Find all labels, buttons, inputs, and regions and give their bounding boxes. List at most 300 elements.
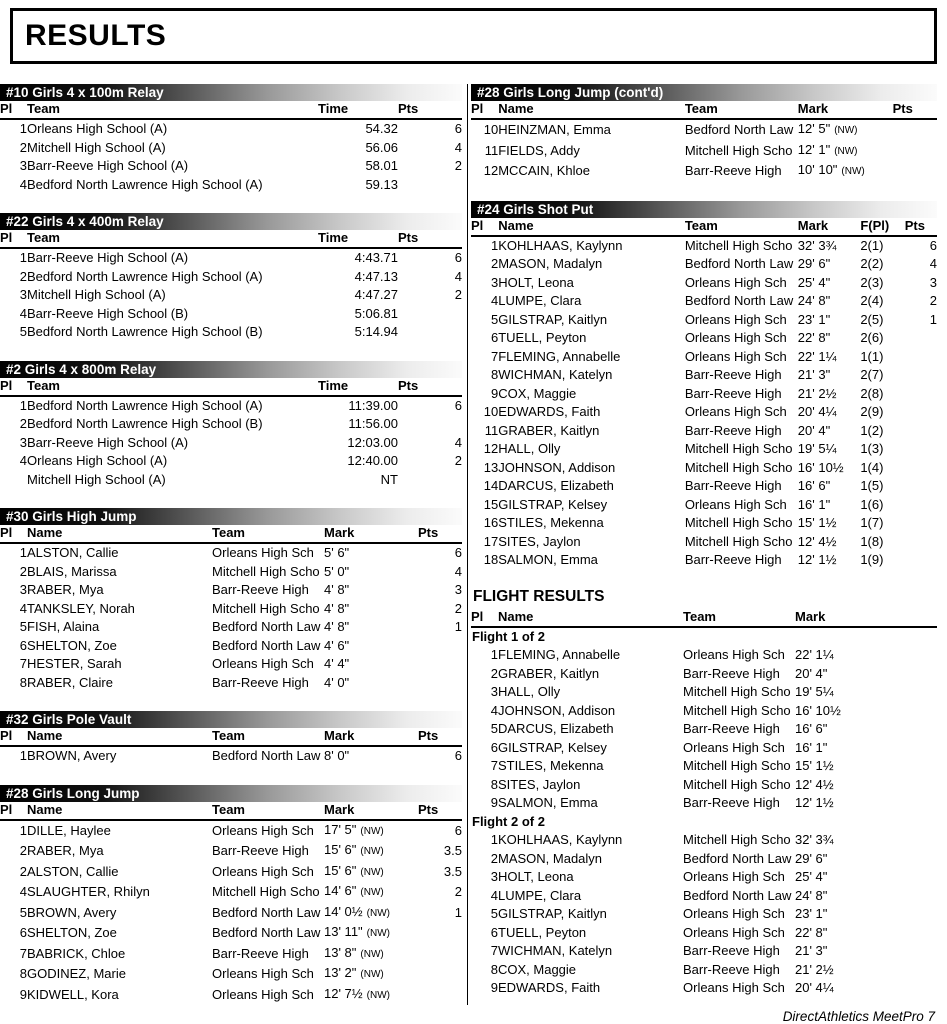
name-cell: SALMON, Emma xyxy=(498,552,598,567)
flight-place-cell: 1(4) xyxy=(860,459,884,475)
name-cell: SALMON, Emma xyxy=(498,795,598,810)
team-cell: Mitchell High Scho xyxy=(212,600,320,616)
table-body xyxy=(471,627,937,998)
name-cell: EDWARDS, Faith xyxy=(498,980,601,995)
column-header-team: Team xyxy=(212,525,324,543)
mark-cell xyxy=(324,882,418,903)
mark-cell: 29' 6" xyxy=(795,850,828,866)
points-cell: 2 xyxy=(454,884,462,899)
table-body xyxy=(0,543,462,692)
event-section xyxy=(471,84,937,182)
mark-cell xyxy=(324,618,418,637)
place-cell: 9 xyxy=(490,980,498,995)
mark-cell xyxy=(324,581,418,600)
column-header-pts: Pts xyxy=(418,802,462,820)
points-cell: 3.5 xyxy=(443,843,462,858)
mark-cell: 21' 2½ xyxy=(795,961,834,977)
result-row xyxy=(471,477,937,496)
result-row xyxy=(471,924,937,943)
mark-cell: 25' 4" xyxy=(795,869,828,884)
team-cell: Orleans High Sch xyxy=(212,545,314,560)
points-cell: 4 xyxy=(454,434,462,450)
place-cell: 6 xyxy=(19,925,27,940)
flight-place-cell: 1(1) xyxy=(860,348,884,364)
result-row xyxy=(471,665,937,684)
name-cell: GRABER, Kaitlyn xyxy=(498,422,600,438)
place-cell: 6 xyxy=(490,330,499,345)
result-row xyxy=(471,348,937,367)
team-cell: Orleans High Sch xyxy=(683,924,785,940)
points-cell: 2 xyxy=(454,453,462,468)
points-cell: 3 xyxy=(454,582,462,597)
wind-label: (NW) xyxy=(360,887,384,898)
result-row xyxy=(471,514,937,533)
place-cell: 6 xyxy=(490,924,498,940)
column-header-team: Team xyxy=(683,609,795,627)
table-header xyxy=(0,802,462,820)
points-cell: 6 xyxy=(454,121,462,136)
mark-cell: 29' 6" xyxy=(797,256,831,271)
team-cell: Orleans High Sch xyxy=(212,966,314,981)
place-cell: 4 xyxy=(490,293,499,308)
mark-value: 15' 6" xyxy=(324,842,357,857)
results-table xyxy=(471,101,937,182)
wind-label: (NW) xyxy=(366,989,390,1001)
team-cell: Mitchell High Scho xyxy=(683,832,791,847)
team-cell: Mitchell High Scho xyxy=(684,533,793,549)
result-row xyxy=(471,961,937,980)
mark-cell: 12' 1½ xyxy=(795,795,834,810)
result-row xyxy=(471,868,937,887)
event-title: #2 Girls 4 x 800m Relay xyxy=(6,361,157,377)
team-cell: Mitchell High Scho xyxy=(683,684,791,699)
mark-value: 14' 0½ xyxy=(324,903,363,919)
mark-cell: 23' 1" xyxy=(797,311,831,327)
column-header-mark: Mark xyxy=(324,525,418,543)
event-section xyxy=(471,589,937,998)
page-title: RESULTS xyxy=(25,19,167,52)
name-cell: HESTER, Sarah xyxy=(27,656,122,671)
result-row xyxy=(0,618,462,637)
place-cell: 11 xyxy=(484,422,499,438)
place-cell: 5 xyxy=(490,311,499,327)
wind-label: (NW) xyxy=(360,969,384,980)
team-cell: Barr-Reeve High xyxy=(684,385,782,401)
place-cell: 2 xyxy=(490,665,498,681)
result-row xyxy=(471,905,937,924)
place-cell: 4 xyxy=(490,702,498,718)
result-row xyxy=(0,415,462,434)
mark-cell: 32' 3¾ xyxy=(795,832,834,847)
event-title: #24 Girls Shot Put xyxy=(477,201,594,217)
column-header-pts: Pts xyxy=(418,525,462,543)
table-header xyxy=(471,609,937,627)
team-cell: Mitchell High Scho xyxy=(683,702,791,718)
event-title: #30 Girls High Jump xyxy=(6,509,137,524)
place-cell: 1 xyxy=(490,832,498,847)
time-cell: 12:03.00 xyxy=(347,434,398,450)
place-cell: 3 xyxy=(19,434,27,450)
team-cell: Bedford North Law xyxy=(212,619,321,634)
mark-value: 17' 5" xyxy=(324,821,357,837)
two-column-layout xyxy=(0,84,947,1005)
team-cell: Bedford North Lawrence High School (B) xyxy=(27,416,263,431)
result-row xyxy=(0,471,462,490)
result-row xyxy=(471,702,937,721)
result-row xyxy=(471,161,937,182)
table-header xyxy=(0,101,462,119)
place-cell: 3 xyxy=(490,684,498,699)
wind-label: (NW) xyxy=(841,166,865,177)
mark-cell: 24' 8" xyxy=(795,887,828,903)
mark-cell xyxy=(324,674,418,693)
mark-cell: 15' 1½ xyxy=(795,758,834,773)
result-row xyxy=(471,533,937,552)
name-cell: MASON, Madalyn xyxy=(498,850,603,866)
place-cell: 9 xyxy=(19,986,27,1002)
points-cell: 6 xyxy=(454,250,462,265)
header-row xyxy=(0,378,462,396)
mark-cell: 22' 1¼ xyxy=(797,348,837,364)
mark-value: 14' 6" xyxy=(324,883,357,898)
column-header-pl: Pl xyxy=(0,802,27,820)
name-cell: COX, Maggie xyxy=(498,385,577,401)
mark-cell: 19' 5¼ xyxy=(795,684,834,699)
column-header-name: Name xyxy=(498,609,683,627)
event-section xyxy=(0,213,462,342)
table-body xyxy=(471,236,937,570)
place-cell: 1 xyxy=(490,237,499,253)
mark-value: 13' 8" xyxy=(324,944,357,960)
mark-value: 4' 6" xyxy=(324,637,350,653)
table-header xyxy=(0,230,462,248)
result-row xyxy=(471,329,937,348)
place-cell: 17 xyxy=(483,533,499,549)
name-cell: SITES, Jaylon xyxy=(498,533,581,549)
column-header-team: Team xyxy=(212,728,324,746)
event-section xyxy=(0,785,462,1006)
team-cell: Barr-Reeve High xyxy=(683,961,780,977)
team-cell: Mitchell High Scho xyxy=(683,776,791,792)
flight-group-label: Flight 2 of 2 xyxy=(472,813,545,829)
mark-cell: 23' 1" xyxy=(795,906,828,921)
name-cell: HEINZMAN, Emma xyxy=(498,122,611,137)
place-cell: 13 xyxy=(483,459,499,475)
result-row xyxy=(471,496,937,515)
result-row xyxy=(471,236,937,256)
result-row xyxy=(471,646,937,665)
wind-label: (NW) xyxy=(834,145,858,157)
place-cell: 4 xyxy=(19,600,27,616)
result-row xyxy=(0,563,462,582)
team-cell: Bedford North Lawrence High School (B) xyxy=(27,324,263,339)
column-header-mark: Mark xyxy=(795,609,937,627)
header-row xyxy=(0,101,462,119)
place-cell: 12 xyxy=(483,441,499,456)
place-cell: 1 xyxy=(19,545,27,560)
column-header-team: Team xyxy=(27,101,318,119)
table-body xyxy=(0,746,462,766)
table-header xyxy=(471,218,937,236)
result-row xyxy=(471,794,937,813)
place-cell: 8 xyxy=(19,674,27,690)
team-cell: Barr-Reeve High xyxy=(212,945,309,961)
team-cell: Orleans High Sch xyxy=(684,274,787,290)
column-header-pl: Pl xyxy=(0,525,27,543)
name-cell: RABER, Mya xyxy=(27,582,104,597)
team-cell: Bedford North Lawrence High School (A) xyxy=(27,176,263,192)
result-row xyxy=(471,366,937,385)
points-cell xyxy=(905,366,937,385)
result-row xyxy=(0,964,462,985)
place-cell: 9 xyxy=(490,385,499,401)
event-title-bar xyxy=(0,711,462,728)
team-cell: Orleans High Sch xyxy=(212,986,314,1002)
place-cell: 2 xyxy=(490,256,499,271)
flight-place-cell: 1(6) xyxy=(860,496,884,512)
mark-cell: 16' 1" xyxy=(797,496,831,512)
time-cell: 4:47.13 xyxy=(354,268,398,284)
name-cell: TANKSLEY, Norah xyxy=(27,600,135,616)
results-table xyxy=(0,802,462,1006)
event-title: #28 Girls Long Jump (cont'd) xyxy=(477,85,664,100)
place-cell: 2 xyxy=(19,416,27,431)
result-row xyxy=(471,979,937,998)
points-cell xyxy=(418,964,462,985)
table-body xyxy=(0,396,462,490)
event-title: #22 Girls 4 x 400m Relay xyxy=(6,214,164,229)
place-cell: 11 xyxy=(484,142,499,158)
place-cell: 5 xyxy=(490,906,498,921)
name-cell: EDWARDS, Faith xyxy=(498,404,601,419)
flight-place-cell: 2(9) xyxy=(860,404,884,419)
results-table xyxy=(0,230,462,342)
header-row xyxy=(471,609,937,627)
result-row xyxy=(471,403,937,422)
place-cell: 1 xyxy=(19,250,27,265)
points-cell xyxy=(905,477,937,496)
points-cell xyxy=(905,551,937,570)
place-cell: 3 xyxy=(19,287,27,302)
name-cell: WICHMAN, Katelyn xyxy=(498,943,613,958)
name-cell: WICHMAN, Katelyn xyxy=(498,367,613,382)
points-cell xyxy=(398,176,462,195)
name-cell: COX, Maggie xyxy=(498,961,577,977)
place-cell: 7 xyxy=(490,348,499,364)
result-row xyxy=(0,882,462,903)
column-header-team: Team xyxy=(685,218,798,236)
mark-cell: 16' 6" xyxy=(795,721,828,736)
mark-value: 4' 0" xyxy=(324,674,350,690)
flight-place-cell: 2(4) xyxy=(860,293,884,308)
result-row xyxy=(0,434,462,453)
result-row xyxy=(0,841,462,862)
flight-group-row xyxy=(471,627,937,647)
event-section xyxy=(471,201,937,570)
mark-cell: 22' 8" xyxy=(795,924,828,940)
team-cell: Orleans High Sch xyxy=(683,869,785,884)
mark-value: 5' 6" xyxy=(324,545,350,560)
mark-cell: 16' 1" xyxy=(795,739,828,755)
flight-place-cell: 2(1) xyxy=(860,237,884,253)
mark-cell: 20' 4¼ xyxy=(797,404,837,419)
column-header-name: Name xyxy=(27,802,212,820)
result-row xyxy=(471,551,937,570)
result-row xyxy=(0,637,462,656)
mark-value: 12' 1" xyxy=(797,141,831,157)
table-header xyxy=(0,525,462,543)
points-cell xyxy=(893,141,937,162)
team-cell: Mitchell High School (A) xyxy=(27,139,166,155)
team-cell: Mitchell High Scho xyxy=(212,884,320,899)
column-header-pts: Pts xyxy=(893,101,937,119)
name-cell: FIELDS, Addy xyxy=(498,142,580,158)
name-cell: JOHNSON, Addison xyxy=(498,702,616,718)
mark-value: 5' 0" xyxy=(324,563,350,579)
team-cell: Barr-Reeve High xyxy=(683,721,780,736)
column-header-time: Time xyxy=(318,230,398,248)
place-cell: 1 xyxy=(19,748,27,763)
event-title-bar xyxy=(0,361,462,378)
place-cell: 2 xyxy=(19,139,27,155)
team-cell: Barr-Reeve High xyxy=(212,843,309,858)
mark-cell: 16' 6" xyxy=(797,478,831,493)
place-cell: 5 xyxy=(19,904,27,920)
mark-cell xyxy=(324,563,418,582)
team-cell: Barr-Reeve High School (A) xyxy=(27,434,189,450)
points-cell: 6 xyxy=(454,397,462,413)
points-cell: 2 xyxy=(454,600,462,616)
name-cell: MASON, Madalyn xyxy=(498,256,603,271)
team-cell: Orleans High Sch xyxy=(212,656,314,671)
result-row xyxy=(471,385,937,404)
team-cell: Mitchell High School (A) xyxy=(27,471,166,487)
mark-cell xyxy=(324,923,418,944)
mark-cell xyxy=(324,820,418,842)
points-cell: 1 xyxy=(929,311,937,327)
points-cell xyxy=(418,674,462,693)
place-cell: 2 xyxy=(19,268,27,284)
team-cell: Bedford North Lawrence High School (A) xyxy=(27,268,263,284)
column-header-name: Name xyxy=(27,525,212,543)
event-section xyxy=(0,84,462,194)
name-cell: GILSTRAP, Kelsey xyxy=(498,496,608,512)
place-cell: 1 xyxy=(19,121,27,136)
result-row xyxy=(0,746,462,766)
points-cell xyxy=(905,385,937,404)
mark-value: 13' 11" xyxy=(324,924,363,939)
result-row xyxy=(0,923,462,944)
name-cell: STILES, Mekenna xyxy=(498,758,604,773)
points-cell: 1 xyxy=(454,619,462,634)
team-cell: Barr-Reeve High xyxy=(684,367,782,382)
column-header-pl: Pl xyxy=(0,728,27,746)
name-cell: TUELL, Peyton xyxy=(498,924,587,940)
column-header-name: Name xyxy=(498,101,685,119)
team-cell: Barr-Reeve High xyxy=(684,422,782,438)
team-cell: Bedford North Law xyxy=(684,122,794,137)
team-cell: Mitchell High Scho xyxy=(683,758,791,773)
place-cell: 9 xyxy=(490,795,498,810)
points-cell: 4 xyxy=(454,563,462,579)
place-cell: 8 xyxy=(490,776,498,792)
team-cell: Orleans High Sch xyxy=(683,647,785,662)
time-cell: 58.01 xyxy=(365,158,398,173)
wind-label: (NW) xyxy=(360,948,384,960)
result-row xyxy=(0,985,462,1006)
mark-cell: 21' 2½ xyxy=(797,385,837,401)
mark-cell xyxy=(324,746,418,766)
mark-cell: 20' 4" xyxy=(795,665,828,681)
team-cell: Barr-Reeve High xyxy=(684,163,782,178)
points-cell xyxy=(905,440,937,459)
result-row xyxy=(471,887,937,906)
points-cell xyxy=(905,459,937,478)
event-section xyxy=(0,711,462,766)
name-cell: SHELTON, Zoe xyxy=(27,637,117,653)
place-cell: 8 xyxy=(490,961,498,977)
place-cell: 1 xyxy=(490,647,498,662)
points-cell xyxy=(418,944,462,965)
result-row xyxy=(471,422,937,441)
column-header-time: Time xyxy=(318,378,398,396)
header-row xyxy=(0,230,462,248)
place-cell: 18 xyxy=(483,552,499,567)
flight-place-cell: 1(3) xyxy=(860,441,884,456)
name-cell: LUMPE, Clara xyxy=(498,887,582,903)
column-header-pts: Pts xyxy=(398,230,462,248)
name-cell: ALSTON, Callie xyxy=(27,863,119,879)
points-cell xyxy=(905,496,937,515)
event-section xyxy=(0,361,462,490)
mark-value: 13' 2" xyxy=(324,965,357,980)
name-cell: BROWN, Avery xyxy=(27,748,117,763)
mark-cell xyxy=(324,985,418,1006)
mark-cell xyxy=(324,862,418,883)
mark-cell xyxy=(324,655,418,674)
event-title-bar xyxy=(0,508,462,525)
name-cell: SHELTON, Zoe xyxy=(27,925,117,940)
name-cell: GODINEZ, Marie xyxy=(27,966,126,981)
points-cell: 4 xyxy=(454,268,462,284)
mark-cell: 15' 1½ xyxy=(797,515,837,530)
points-cell xyxy=(398,323,462,342)
team-cell: Orleans High Sch xyxy=(684,311,787,327)
wind-label: (NW) xyxy=(360,825,384,837)
mark-cell: 16' 10½ xyxy=(797,459,844,475)
points-cell xyxy=(398,305,462,324)
result-row xyxy=(0,944,462,965)
column-header-pl: Pl xyxy=(0,230,27,248)
name-cell: LUMPE, Clara xyxy=(498,293,582,308)
points-cell xyxy=(418,655,462,674)
name-cell: KOHLHAAS, Kaylynn xyxy=(498,832,623,847)
table-header xyxy=(0,728,462,746)
mark-cell: 21' 3" xyxy=(797,367,831,382)
time-cell: 4:47.27 xyxy=(354,287,398,302)
flight-place-cell: 2(3) xyxy=(860,274,884,290)
name-cell: BABRICK, Chloe xyxy=(27,945,126,961)
team-cell: Orleans High Sch xyxy=(683,980,785,995)
team-cell: Barr-Reeve High School (A) xyxy=(27,158,189,173)
column-header-pts: Pts xyxy=(905,218,937,236)
place-cell: 5 xyxy=(19,619,27,634)
place-cell: 16 xyxy=(483,515,499,530)
mark-cell xyxy=(324,841,418,862)
result-row xyxy=(0,119,462,139)
column-header-name: Name xyxy=(498,218,685,236)
name-cell: FLEMING, Annabelle xyxy=(498,348,621,364)
